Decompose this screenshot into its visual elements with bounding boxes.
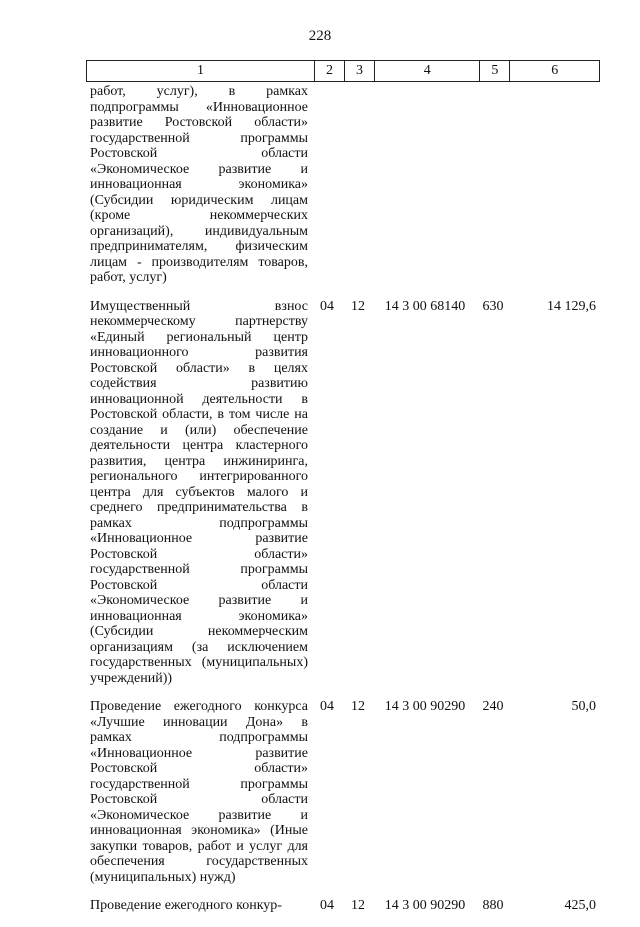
- row-amount: 50,0: [571, 699, 596, 714]
- row-description: Имущественный взнос некоммерческому партнерству «Единый региональный центр инновационного развития Ростовской области» в целях содействия развитию инновационной деятельности в Ростовской области, в том числе на создание и (или) обеспечение деятельности центра кластерного развития, центра инжиниринга, регионального интегрированного центра для субъектов малого и среднего предпринимательства в рамках подпрограммы «Инновационное развитие Ростовской области» государственной программы Ростовской области «Экономическое развитие и инновационная экономика» (Субсидии некоммерческим организациям (за исключением государственных (муниципальных) учреждений)): [90, 298, 308, 686]
- row-amount: 14 129,6: [547, 298, 596, 314]
- table-header-cell: 1: [197, 63, 205, 78]
- table-header-row: [86, 60, 600, 82]
- table-header-cell: 3: [344, 61, 374, 81]
- row-description: работ, услуг), в рамках подпрограммы «Инновационное развитие Ростовской области» государственной программы Ростовской области «Экономическое развитие и инновационная экономика» (Субсидии юридическим лицам (кроме некоммерческих организаций), индивидуальным предпринимателям, физическим лицам - производителям товаров, работ, услуг): [90, 84, 308, 285]
- row-amount: 425,0: [564, 898, 596, 913]
- row-description: Проведение ежегодного конкур-: [90, 898, 282, 913]
- row-description: Проведение ежегодного конкурса «Лучшие инновации Дона» в рамках подпрограммы «Инновационное развитие Ростовской области» государственной программы Ростовской области «Экономическое развитие и инновационная экономика» (Иные закупки товаров, работ и услуг для обеспечения государственных (муниципальных) нужд): [90, 699, 308, 885]
- page-number: 228: [308, 28, 332, 44]
- table-row: [90, 84, 600, 286]
- row-subsection-code: 12: [351, 699, 365, 714]
- table-header-cell: 6: [509, 61, 599, 81]
- row-expense-type: 880: [482, 898, 504, 913]
- table-row: [90, 699, 600, 885]
- row-section-code: 04: [320, 699, 334, 714]
- row-expense-type: 240: [482, 699, 504, 714]
- row-section-code: 04: [320, 298, 334, 314]
- table-header-cell: 4: [374, 61, 480, 81]
- table-header-cell: 2: [314, 61, 344, 81]
- table-row: [90, 898, 600, 914]
- row-target-code: 14 3 00 90290: [384, 898, 466, 913]
- row-expense-type: 630: [482, 298, 504, 314]
- row-subsection-code: 12: [351, 898, 365, 913]
- row-section-code: 04: [320, 898, 334, 913]
- row-subsection-code: 12: [351, 298, 365, 314]
- table-body: [90, 84, 600, 927]
- row-target-code: 14 3 00 68140: [384, 298, 466, 314]
- table-header-cell: 5: [479, 61, 509, 81]
- row-target-code: 14 3 00 90290: [384, 699, 466, 714]
- table-row: [90, 299, 600, 687]
